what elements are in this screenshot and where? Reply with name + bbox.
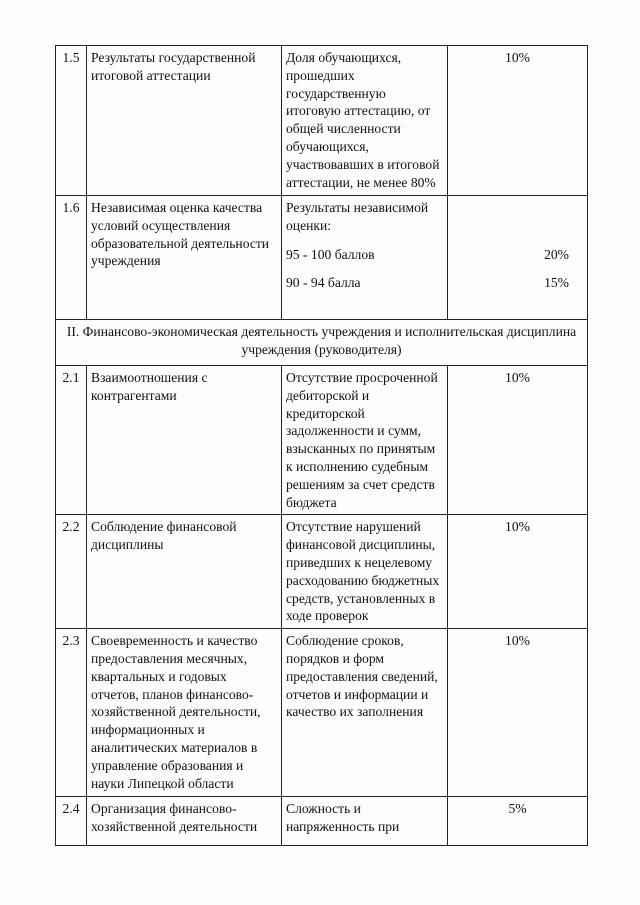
row-number: 1.6 [56, 196, 87, 320]
criterion-indicator: Сложность и напряженность при [282, 797, 448, 846]
criterion-name: Независимая оценка качества условий осуществления образовательной деятельности учреждения [87, 196, 282, 320]
indicator-intro: Результаты независимой оценки: [286, 200, 429, 233]
criterion-indicator: Доля обучающихся, прошедших государственную итоговую аттестацию, от общей численности обучающихся, участвовавших в итоговой аттестации, не менее 80% [282, 46, 448, 196]
section-title: II. Финансово-экономическая деятельность учреждения и исполнительская дисциплина учреждения (руководителя) [56, 320, 588, 366]
row-number: 2.4 [56, 797, 87, 846]
sub-value: 15% [544, 275, 569, 291]
criterion-name: Соблюдение финансовой дисциплины [87, 515, 282, 629]
row-number: 2.2 [56, 515, 87, 629]
table-row [56, 515, 588, 629]
section-row [56, 320, 588, 366]
table-row [56, 366, 588, 515]
table-row [56, 629, 588, 797]
criterion-value: 5% [448, 797, 588, 846]
row-number: 1.5 [56, 46, 87, 196]
row-number: 2.1 [56, 366, 87, 515]
criterion-indicator [282, 196, 448, 320]
criterion-value: 10% [448, 515, 588, 629]
criterion-value [448, 196, 588, 320]
sub-label: 95 - 100 баллов [286, 246, 375, 262]
table-row [56, 46, 588, 196]
table-row [56, 797, 588, 846]
criterion-value: 10% [448, 629, 588, 797]
criterion-indicator: Отсутствие просроченной дебиторской и кредиторской задолженности и сумм, взысканных по принятым к исполнению судебным решениям за счет средств бюджета [282, 366, 448, 515]
criterion-indicator: Соблюдение сроков, порядков и форм предоставления сведений, отчетов и информации и качество их заполнения [282, 629, 448, 797]
criterion-name: Своевременность и качество предоставления месячных, квартальных и годовых отчетов, планов финансово-хозяйственной деятельности, информационных и аналитических материалов в управление образования и науки Липецкой области [87, 629, 282, 797]
sub-label: 90 - 94 балла [286, 275, 361, 291]
table-row [56, 196, 588, 320]
sub-value: 20% [544, 246, 569, 262]
criterion-name: Взаимоотношения с контрагентами [87, 366, 282, 515]
criterion-value: 10% [448, 46, 588, 196]
criterion-name: Результаты государственной итоговой аттестации [87, 46, 282, 196]
criterion-name: Организация финансово-хозяйственной деятельности [87, 797, 282, 846]
criterion-value: 10% [448, 366, 588, 515]
criterion-indicator: Отсутствие нарушений финансовой дисциплины, приведших к нецелевому расходованию бюджетных средств, установленных в ходе проверок [282, 515, 448, 629]
row-number: 2.3 [56, 629, 87, 797]
criteria-table [55, 45, 588, 846]
